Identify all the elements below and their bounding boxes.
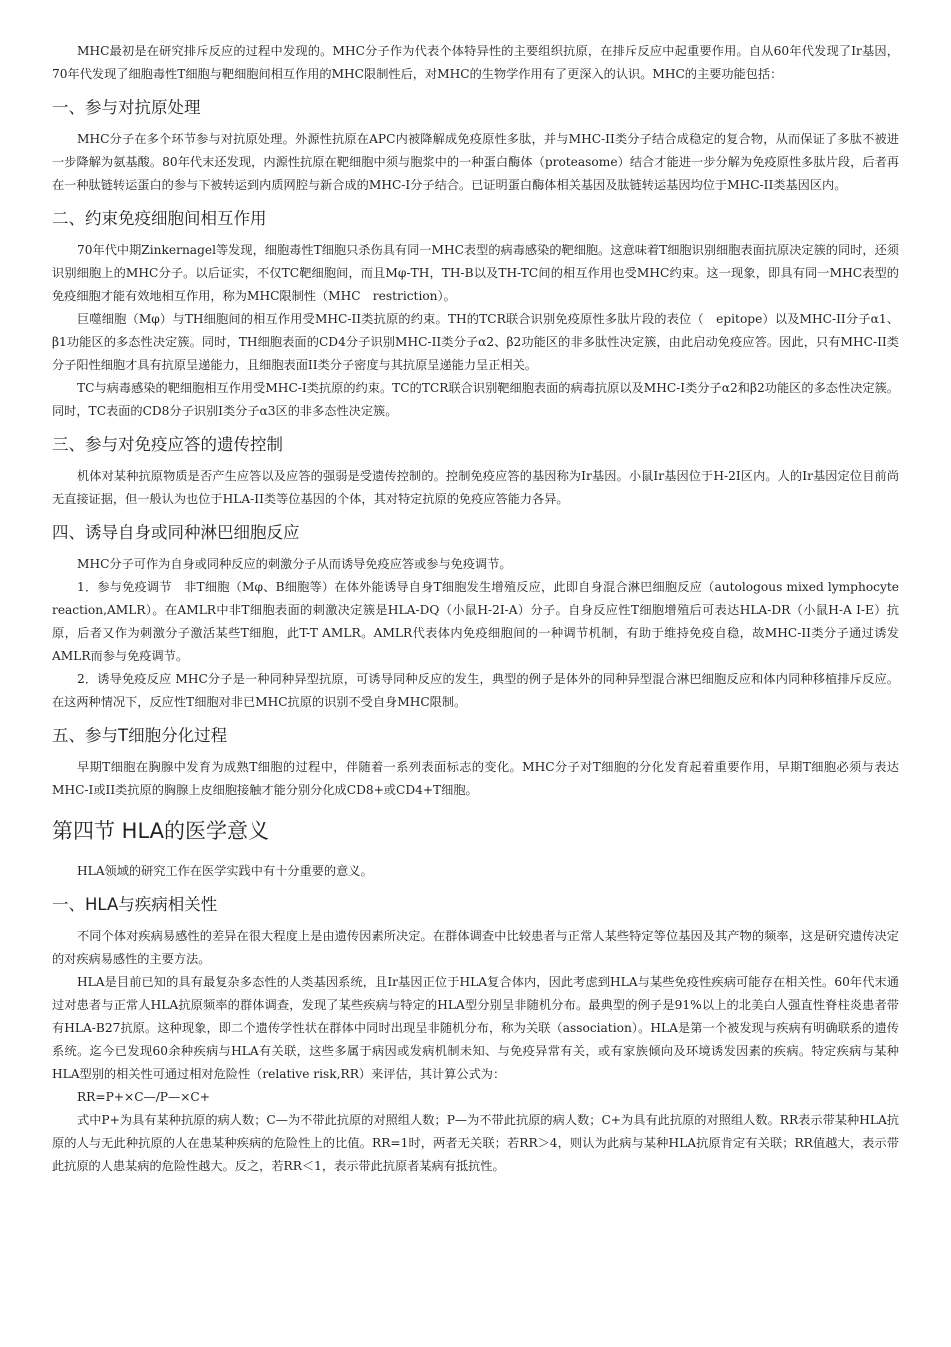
chapter-heading: 第四节 HLA的医学意义 xyxy=(52,819,270,843)
chapter-section-1-paragraph-2: HLA是目前已知的具有最复杂多态性的人类基因系统，且Ir基因正位于HLA复合体内，因此考虑到HLA与某些免疫性疾病可能存在相关性。60年代末通过对患者与正常人HLA抗原频率的群体调查，发现了某些疾病与特定的HLA型分别呈非随机分布。最典型的例子是91%以上的北美白人强直性脊柱炎患者带有HLA-B27抗原。这种现象，即二个遗传学性状在群体中同时出现呈非随机分布，称为关联（association）。HLA是第一个被发现与疾病有明确联系的遗传系统。迄今已发现60余种疾病与HLA有关联，这些多属于病因或发病机制未知、与免疫异常有关，或有家族倾向及环境诱发因素的疾病。特定疾病与某种HLA型别的相关性可通过相对危险性（relative risk,RR）来评估，其计算公式为： xyxy=(52,975,899,1081)
chapter-section-1-paragraph-3: 式中P+为具有某种抗原的病人数；C—为不带此抗原的对照组人数；P—为不带此抗原的病人数；C+为具有此抗原的对照组人数。RR表示带某种HLA抗原的人与无此种抗原的人在患某种疾病的危险性上的比值。RR=1时，两者无关联；若RR＞4，则认为此病与某种HLA抗原肯定有关联；RR值越大，表示带此抗原的人患某病的危险性越大。反之，若RR＜1，表示带此抗原者某病有抵抗性。 xyxy=(52,1113,899,1173)
section-3-paragraph: 机体对某种抗原物质是否产生应答以及应答的强弱是受遗传控制的。控制免疫应答的基因称为Ir基因。小鼠Ir基因位于H-2I区内。人的Ir基因定位目前尚无直接证据，但一般认为也位于HLA-II类等位基因的个体，其对特定抗原的免疫应答能力各异。 xyxy=(52,469,899,506)
section-4-paragraph-2: 2．诱导免疫反应 MHC分子是一种同种异型抗原，可诱导同种反应的发生，典型的例子是体外的同种异型混合淋巴细胞反应和体内同种移植排斥反应。在这两种情况下，反应性T细胞对非已MHC抗原的识别不受自身MHC限制。 xyxy=(52,672,899,709)
chapter-section-1-paragraph-1: 不同个体对疾病易感性的差异在很大程度上是由遗传因素所决定。在群体调查中比较患者与正常人某些特定等位基因及其产物的频率，这是研究遗传决定的对疾病易感性的主要方法。 xyxy=(52,929,899,966)
chapter-intro: HLA领域的研究工作在医学实践中有十分重要的意义。 xyxy=(77,864,373,878)
section-3-heading: 三、参与对免疫应答的遗传控制 xyxy=(52,435,283,454)
section-4-heading: 四、诱导自身或同种淋巴细胞反应 xyxy=(52,523,300,542)
section-4-paragraph-1: 1．参与免疫调节 非T细胞（Mφ、B细胞等）在体外能诱导自身T细胞发生增殖反应，此即自身混合淋巴细胞反应（autologous mixed lymphocyte reaction,AMLR）。在AMLR中非T细胞表面的刺激决定簇是HLA-DQ（小鼠H-2I-A）分子。自身反应性T细胞增殖后可表达HLA-DR（小鼠H-A I-E）抗原，后者又作为刺激分子激活某些T细胞，此T-T AMLR。AMLR代表体内免疫细胞间的一种调节机制，有助于维持免疫自稳，故MHC-II类分子通过诱发AMLR而参与免疫调节。 xyxy=(52,580,912,663)
section-2-paragraph-3: TC与病毒感染的靶细胞相互作用受MHC-I类抗原的约束。TC的TCR联合识别靶细胞表面的病毒抗原以及MHC-I类分子α2和β2功能区的多态性决定簇。同时，TC表面的CD8分子识别I类分子α3区的非多态性决定簇。 xyxy=(52,381,899,418)
section-1-paragraph: MHC分子在多个环节参与对抗原处理。外源性抗原在APC内被降解成免疫原性多肽，并与MHC-II类分子结合成稳定的复合物，从而保证了多肽不被进一步降解为氨基酸。80年代末还发现，内源性抗原在靶细胞中须与胞浆中的一种蛋白酶体（proteasome）结合才能进一步分解为免疫原性多肽片段，后者再在一种肽链转运蛋白的参与下被转运到内质网腔与新合成的MHC-I分子结合。已证明蛋白酶体相关基因及肽链转运基因均位于MHC-II类基因区内。 xyxy=(52,132,899,192)
section-2-paragraph-2: 巨噬细胞（Mφ）与TH细胞间的相互作用受MHC-II类抗原的约束。TH的TCR联合识别免疫原性多肽片段的表位（ epitope）以及MHC-II分子α1、β1功能区的多态性决定簇。同时，TH细胞表面的CD4分子识别MHC-II类分子α2、β2功能区的非多肽性决定簇，由此启动免疫应答。因此，只有MHC-II类分子阳性细胞才具有抗原呈递能力，且细胞表面II类分子密度与其抗原呈递能力呈正相关。 xyxy=(52,312,899,372)
section-5-heading: 五、参与T细胞分化过程 xyxy=(52,726,228,745)
section-4-paragraph-0: MHC分子可作为自身或同种反应的刺激分子从而诱导免疫应答或参与免疫调节。 xyxy=(77,557,512,571)
chapter-section-1-heading: 一、HLA与疾病相关性 xyxy=(52,895,218,914)
section-5-paragraph: 早期T细胞在胸腺中发育为成熟T细胞的过程中，伴随着一系列表面标志的变化。MHC分子对T细胞的分化发育起着重要作用，早期T细胞必须与表达MHC-I或II类抗原的胸腺上皮细胞接触才能分别分化成CD8+或CD4+T细胞。 xyxy=(52,760,899,797)
rr-formula: RR=P+×C—/P—×C+ xyxy=(77,1090,210,1104)
intro-paragraph: MHC最初是在研究排斥反应的过程中发现的。MHC分子作为代表个体特异性的主要组织抗原，在排斥反应中起重要作用。自从60年代发现了Ir基因，70年代发现了细胞毒性T细胞与靶细胞间相互作用的MHC限制性后，对MHC的生物学作用有了更深入的认识。MHC的主要功能包括： xyxy=(52,44,899,81)
section-2-paragraph-1: 70年代中期Zinkernagel等发现，细胞毒性T细胞只杀伤具有同一MHC表型的病毒感染的靶细胞。这意味着T细胞识别细胞表面抗原决定簇的同时，还须识别细胞上的MHC分子。以后证实，不仅TC靶细胞间，而且Mφ-TH，TH-B以及TH-TC间的相互作用也受MHC约束。这一现象，即具有同一MHC表型的免疫细胞才能有效地相互作用，称为MHC限制性（MHC restriction）。 xyxy=(52,243,899,303)
section-1-heading: 一、参与对抗原处理 xyxy=(52,98,201,117)
section-2-heading: 二、约束免疫细胞间相互作用 xyxy=(52,209,267,228)
